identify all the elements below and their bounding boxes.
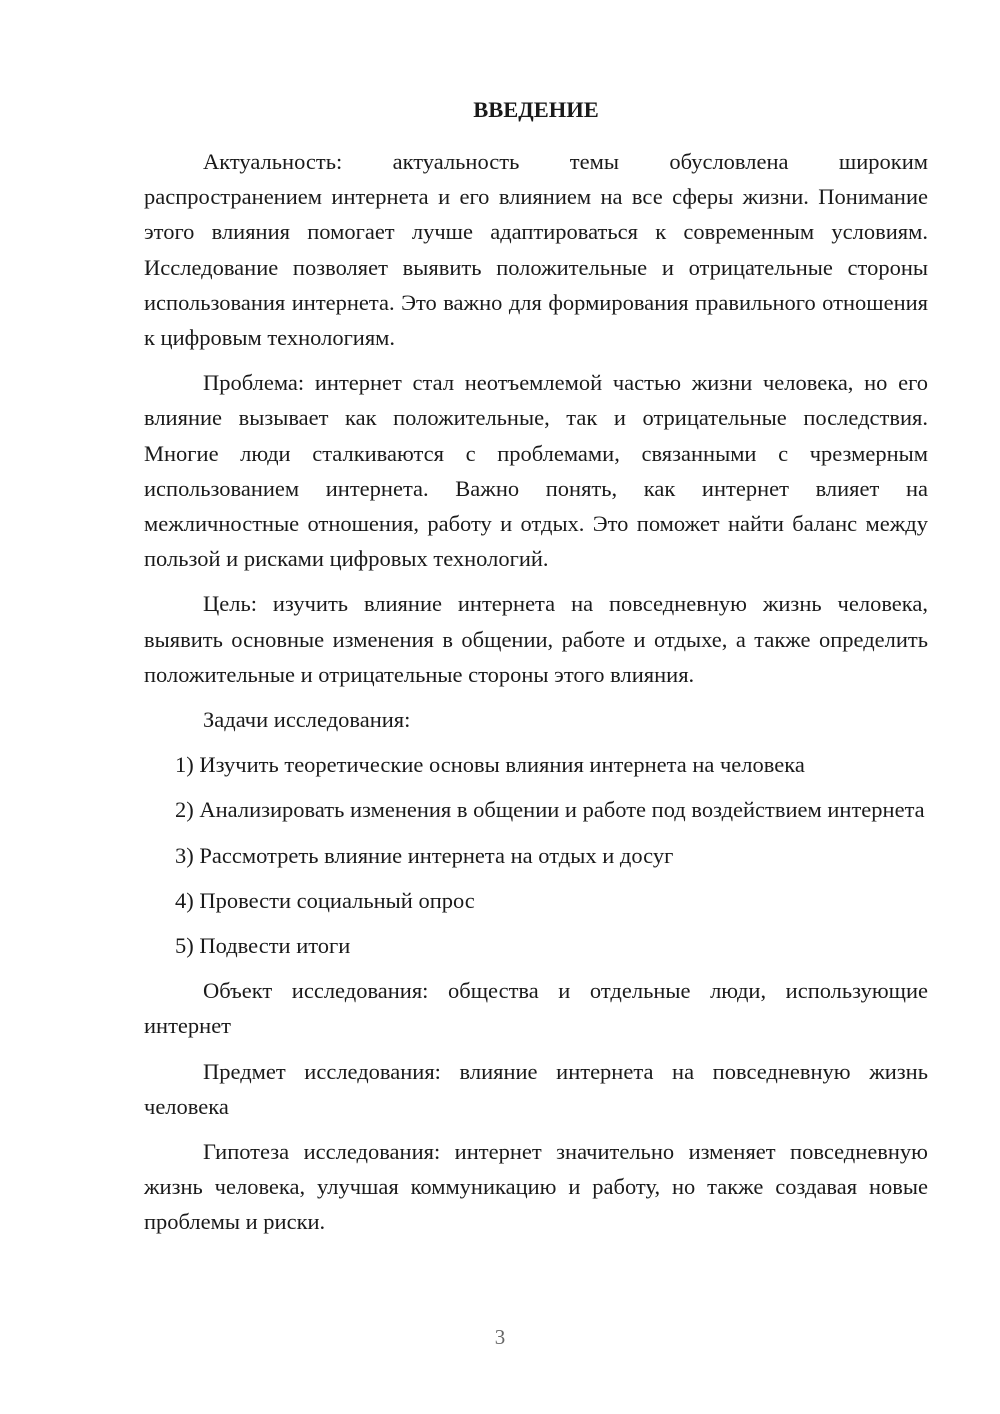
document-page	[144, 92, 928, 1250]
paragraph-subject: Предмет исследования: влияние интернета на повседневную жизнь человека	[144, 1058, 928, 1119]
page-title: ВВЕДЕНИЕ	[473, 97, 599, 122]
task-item-3: 3) Рассмотреть влияние интернета на отдых и досуг	[175, 842, 674, 868]
paragraph-object: Объект исследования: общества и отдельные люди, использующие интернет	[144, 978, 928, 1039]
task-item-1: 1) Изучить теоретические основы влияния интернета на человека	[175, 752, 805, 778]
task-item-5: 5) Подвести итоги	[175, 933, 351, 959]
tasks-heading: Задачи исследования:	[203, 707, 411, 733]
task-item-4: 4) Провести социальный опрос	[175, 887, 475, 913]
paragraph-goal: Цель: изучить влияние интернета на повседневную жизнь человека, выявить основные изменения в общении, работе и отдыхе, а также определить положительные и отрицательные стороны этого влияния.	[144, 591, 928, 687]
task-item-2: 2) Анализировать изменения в общении и работе под воздействием интернета	[175, 797, 925, 823]
paragraph-relevance: Актуальность: актуальность темы обусловлена широким распространением интернета и его влиянием на все сферы жизни. Понимание этого влияния помогает лучше адаптироваться к современным условиям. Исследование позволяет выявить положительные и отрицательные стороны использования интернета. Это важно для формирования правильного отношения к цифровым технологиям.	[144, 149, 928, 351]
paragraph-problem: Проблема: интернет стал неотъемлемой частью жизни человека, но его влияние вызывает как положительные, так и отрицательные последствия. Многие люди сталкиваются с проблемами, связанными с чрезмерным использованием интернета. Важно понять, как интернет влияет на межличностные отношения, работу и отдых. Это поможет найти баланс между пользой и рисками цифровых технологий.	[144, 370, 928, 572]
paragraph-hypothesis: Гипотеза исследования: интернет значительно изменяет повседневную жизнь человека, улучшая коммуникацию и работу, но также создавая новые проблемы и риски.	[144, 1139, 928, 1235]
page-number: 3	[494, 1325, 506, 1349]
